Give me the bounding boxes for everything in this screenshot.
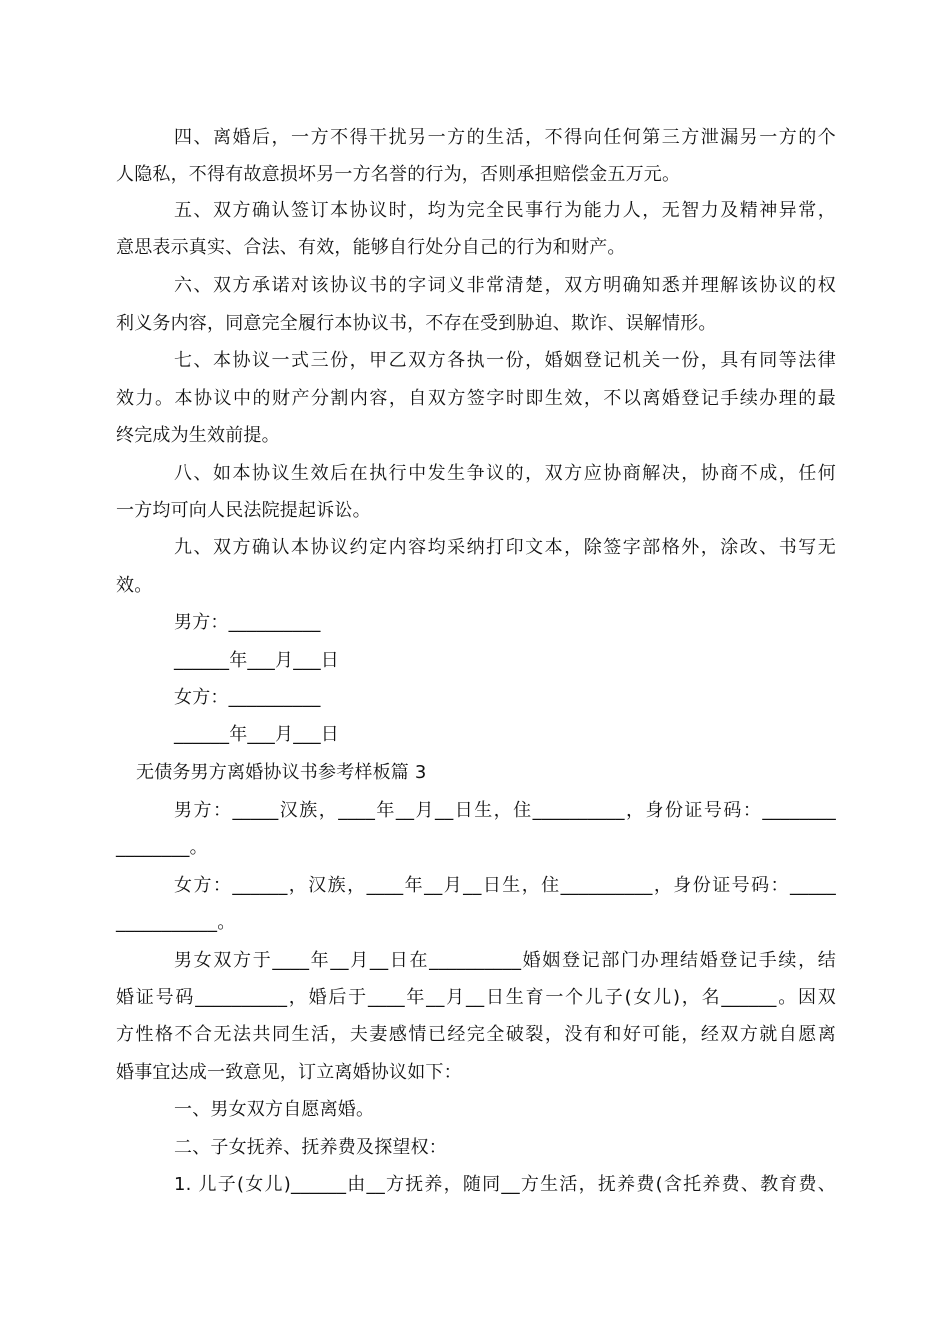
clause-7-line-1: 七、本协议一式三份，甲乙双方各执一份，婚姻登记机关一份，具有同等法律 <box>174 350 836 371</box>
female-date-line: ______年___月___日 <box>174 724 339 745</box>
clause-6-line-2: 利义务内容，同意完全履行本协议书，不存在受到胁迫、欺诈、误解情形。 <box>116 313 717 334</box>
clause-5-line-1: 五、双方确认签订本协议时，均为完全民事行为能力人，无智力及精神异常， <box>174 200 836 221</box>
clause-4-line-1: 四、离婚后，一方不得干扰另一方的生活，不得向任何第三方泄漏另一方的个 <box>174 127 836 148</box>
female-signature-line: 女方：__________ <box>174 687 321 708</box>
section-heading: 无债务男方离婚协议书参考样板篇 3 <box>136 762 427 783</box>
intro-line-3: 方性格不合无法共同生活，夫妻感情已经完全破裂，没有和好可能，经双方就自愿离 <box>116 1024 836 1045</box>
clause-5-line-2: 意思表示真实、合法、有效，能够自行处分自己的行为和财产。 <box>116 237 626 258</box>
intro-line-2: 婚证号码__________，婚后于____年__月__日生育一个儿子(女儿)，名______。因双 <box>116 987 836 1008</box>
clause-7-line-3: 终完成为生效前提。 <box>116 425 280 446</box>
male-date-line: ______年___月___日 <box>174 650 339 671</box>
intro-line-1: 男女双方于____年__月__日在__________婚姻登记部门办理结婚登记手续，结 <box>174 950 836 971</box>
clause-2-1-line: 1. 儿子(女儿)______由__方抚养，随同__方生活，抚养费(含托养费、教育费、 <box>174 1174 836 1195</box>
clause-4-line-2: 人隐私，不得有故意损坏另一方名誉的行为，否则承担赔偿金五万元。 <box>116 164 681 185</box>
female-info-line-2: ___________。 <box>116 912 236 933</box>
clause-9-line-2: 效。 <box>116 575 153 596</box>
intro-line-4: 婚事宜达成一致意见，订立离婚协议如下： <box>116 1062 462 1083</box>
clause-7-line-2: 效力。本协议中的财产分割内容，自双方签字时即生效，不以离婚登记手续办理的最 <box>116 388 836 409</box>
male-signature-line: 男方：__________ <box>174 612 321 633</box>
clause-6-line-1: 六、双方承诺对该协议书的字词义非常清楚，双方明确知悉并理解该协议的权 <box>174 275 836 296</box>
clause-2-line: 二、子女抚养、抚养费及探望权： <box>174 1137 447 1158</box>
female-info-line-1: 女方：______，汉族，____年__月__日生，住__________，身份证号码：_____ <box>174 875 836 896</box>
clause-8-line-2: 一方均可向人民法院提起诉讼。 <box>116 500 371 521</box>
male-info-line-1: 男方：_____汉族，____年__月__日生，住__________，身份证号码：________ <box>174 800 836 821</box>
male-info-line-2: ________。 <box>116 837 208 858</box>
clause-8-line-1: 八、如本协议生效后在执行中发生争议的，双方应协商解决，协商不成，任何 <box>174 463 836 484</box>
clause-9-line-1: 九、双方确认本协议约定内容均采纳打印文本，除签字部格外，涂改、书写无 <box>174 537 836 558</box>
clause-1-line: 一、男女双方自愿离婚。 <box>174 1099 375 1120</box>
